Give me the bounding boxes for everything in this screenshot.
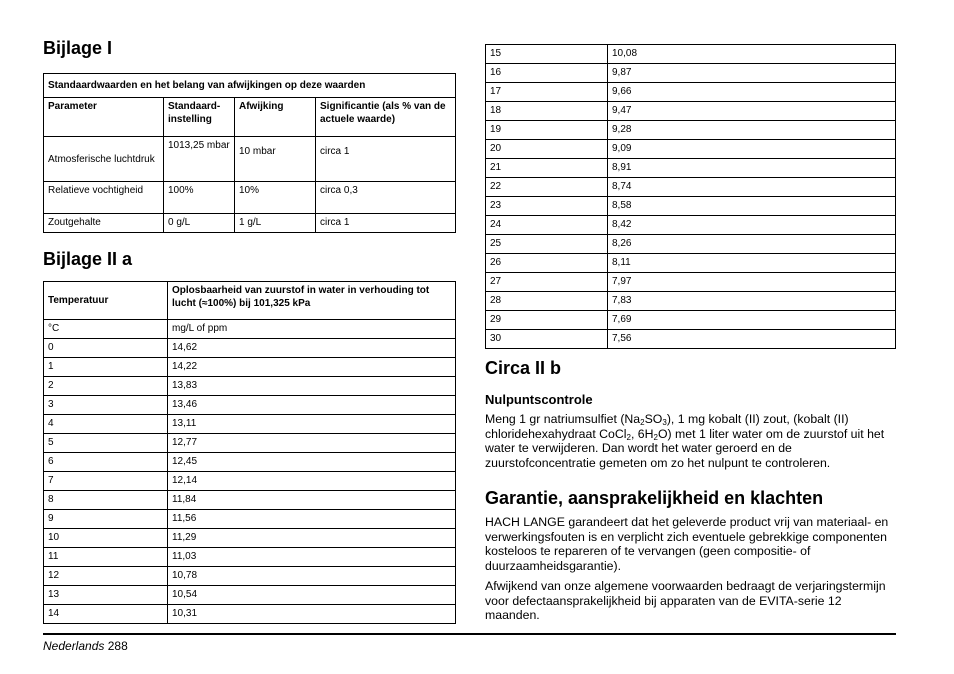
bijlage2a-body — [44, 339, 456, 624]
bijlage1-title: Bijlage I — [43, 38, 113, 58]
table-row — [44, 182, 456, 214]
table-row — [486, 159, 896, 178]
temperature-cell: 11 — [44, 548, 168, 567]
table-row — [44, 548, 456, 567]
circa2b-subtitle: Nulpuntscontrole — [485, 392, 593, 407]
table-row — [44, 453, 456, 472]
header-cell: Standaard-instelling — [164, 98, 235, 137]
solubility-cell: 7,56 — [608, 330, 896, 349]
table-row — [486, 102, 896, 121]
temperature-cell: 23 — [486, 197, 608, 216]
temperature-cell: 5 — [44, 434, 168, 453]
solubility-cell: 13,83 — [168, 377, 456, 396]
solubility-cell: 10,08 — [608, 45, 896, 64]
table-cell: 10% — [235, 182, 316, 214]
temperature-cell: 20 — [486, 140, 608, 159]
bijlage2a-units-row — [44, 320, 456, 339]
table-cell: 10 mbar — [235, 137, 316, 182]
solubility-cell: 7,97 — [608, 273, 896, 292]
table-row — [44, 586, 456, 605]
table-row — [44, 137, 456, 182]
temperature-cell: 12 — [44, 567, 168, 586]
header-cell: Parameter — [44, 98, 164, 137]
table-row — [44, 472, 456, 491]
bijlage1-header-row — [44, 98, 456, 137]
temperature-cell: 22 — [486, 178, 608, 197]
solubility-cell: 13,46 — [168, 396, 456, 415]
table-row — [44, 415, 456, 434]
table-row — [44, 567, 456, 586]
garantie-paragraph-2: Afwijkend van onze algemene voorwaarden bedraagt de verjaringstermijn voor defectaansprakelijkheid bij apparaten van de EVITA-serie 12 maanden. — [485, 579, 886, 622]
solubility-cell: 10,31 — [168, 605, 456, 624]
temperature-cell: 21 — [486, 159, 608, 178]
table-row — [44, 377, 456, 396]
temperature-cell: 19 — [486, 121, 608, 140]
table-row — [44, 510, 456, 529]
solubility-cell: 7,83 — [608, 292, 896, 311]
solubility-cell: 8,58 — [608, 197, 896, 216]
temperature-cell: 8 — [44, 491, 168, 510]
unit-cell: mg/L of ppm — [168, 320, 456, 339]
garantie-title: Garantie, aansprakelijkheid en klachten — [485, 488, 824, 508]
temperature-cell: 28 — [486, 292, 608, 311]
header-cell: Significantie (als % van de actuele waarde) — [316, 98, 456, 137]
table-row — [486, 140, 896, 159]
garantie-paragraph-1: HACH LANGE garandeert dat het geleverde product vrij van materiaal- en verwerkingsfouten is en verplicht zich eventuele gebrekkige componenten kosteloos te repareren of te vervangen (geen compositie- of duurzaamheidsgarantie). — [485, 515, 889, 573]
bijlage2a-header-row — [44, 282, 456, 320]
bijlage1-table — [43, 73, 456, 233]
temperature-cell: 13 — [44, 586, 168, 605]
temperature-cell: 15 — [486, 45, 608, 64]
table-cell: 100% — [164, 182, 235, 214]
solubility-cell: 8,42 — [608, 216, 896, 235]
solubility-cell: 8,11 — [608, 254, 896, 273]
subscript: 2 — [626, 432, 631, 442]
unit-cell: °C — [44, 320, 168, 339]
table-cell: circa 1 — [316, 137, 456, 182]
table-row — [486, 83, 896, 102]
table-row — [486, 330, 896, 349]
table-cell: 1 g/L — [235, 214, 316, 233]
text-fragment: Meng 1 gr natriumsulfiet (Na — [485, 412, 641, 426]
solubility-cell: 13,11 — [168, 415, 456, 434]
temperature-cell: 16 — [486, 64, 608, 83]
table-row — [486, 197, 896, 216]
table-row — [486, 273, 896, 292]
header-cell: Oplosbaarheid van zuurstof in water in verhouding tot lucht (≈100%) bij 101,325 kPa — [168, 282, 456, 320]
table-row — [486, 178, 896, 197]
solubility-cell: 10,78 — [168, 567, 456, 586]
subscript: 2 — [640, 418, 645, 427]
temperature-cell: 24 — [486, 216, 608, 235]
temperature-cell: 0 — [44, 339, 168, 358]
solubility-cell: 11,03 — [168, 548, 456, 567]
temperature-cell: 30 — [486, 330, 608, 349]
table-row — [486, 64, 896, 83]
bijlage2a-table-continued — [485, 44, 896, 349]
solubility-cell: 9,09 — [608, 140, 896, 159]
solubility-cell: 9,28 — [608, 121, 896, 140]
page-footer — [43, 639, 128, 653]
subscript: 3 — [662, 418, 667, 427]
table-cell: circa 1 — [316, 214, 456, 233]
header-cell: Afwijking — [235, 98, 316, 137]
table-row — [486, 121, 896, 140]
bijlage2a-title: Bijlage II a — [43, 249, 133, 269]
subscript: 2 — [653, 432, 658, 442]
table-row — [44, 434, 456, 453]
solubility-cell: 12,14 — [168, 472, 456, 491]
table-row — [44, 605, 456, 624]
table-cell: Zoutgehalte — [44, 214, 164, 233]
solubility-cell: 11,56 — [168, 510, 456, 529]
temperature-cell: 18 — [486, 102, 608, 121]
temperature-cell: 17 — [486, 83, 608, 102]
solubility-cell: 14,22 — [168, 358, 456, 377]
solubility-cell: 7,69 — [608, 311, 896, 330]
footer-rule — [43, 633, 896, 635]
text-fragment: ), 1 mg kobalt (II) zout, (kobalt (II) chloridehexahydraat CoCl — [485, 412, 849, 441]
table-row — [44, 358, 456, 377]
header-cell: Temperatuur — [44, 282, 168, 320]
temperature-cell: 10 — [44, 529, 168, 548]
temperature-cell: 14 — [44, 605, 168, 624]
table-cell: Relatieve vochtigheid — [44, 182, 164, 214]
temperature-cell: 26 — [486, 254, 608, 273]
table-row — [44, 396, 456, 415]
text-fragment: , 6H — [630, 426, 654, 441]
nulpunt-paragraph — [485, 412, 890, 470]
temperature-cell: 9 — [44, 510, 168, 529]
text-fragment: SO — [644, 412, 663, 426]
table-cell: Atmosferische luchtdruk — [44, 137, 164, 182]
solubility-cell: 14,62 — [168, 339, 456, 358]
table-row — [44, 339, 456, 358]
solubility-cell: 12,77 — [168, 434, 456, 453]
table-row — [44, 214, 456, 233]
table-row — [486, 45, 896, 64]
table-row — [486, 292, 896, 311]
solubility-cell: 9,66 — [608, 83, 896, 102]
table-row — [486, 311, 896, 330]
table-cell: 0 g/L — [164, 214, 235, 233]
footer-page-number: 288 — [107, 639, 128, 653]
text-fragment: O) met 1 liter water om de zuurstof uit het water te verwijderen. Dan wordt het water geroerd en de zuurstofconcentratie gemeten om zo het nulpunt te controleren. — [485, 426, 885, 470]
temperature-cell: 4 — [44, 415, 168, 434]
solubility-cell: 8,91 — [608, 159, 896, 178]
table-cell: 1013,25 mbar — [164, 137, 235, 182]
solubility-cell: 9,87 — [608, 64, 896, 83]
table-row — [486, 216, 896, 235]
table-cell: circa 0,3 — [316, 182, 456, 214]
temperature-cell: 1 — [44, 358, 168, 377]
temperature-cell: 6 — [44, 453, 168, 472]
solubility-cell: 12,45 — [168, 453, 456, 472]
footer-language: Nederlands — [43, 639, 105, 653]
table-row — [486, 254, 896, 273]
table-row — [44, 529, 456, 548]
table-row — [486, 235, 896, 254]
solubility-cell: 11,84 — [168, 491, 456, 510]
solubility-cell: 11,29 — [168, 529, 456, 548]
bijlage2a-table — [43, 281, 456, 624]
bijlage2a-continued-body — [486, 45, 896, 349]
table-row — [44, 491, 456, 510]
temperature-cell: 25 — [486, 235, 608, 254]
temperature-cell: 7 — [44, 472, 168, 491]
circa2b-title: Circa II b — [485, 358, 562, 378]
solubility-cell: 8,74 — [608, 178, 896, 197]
temperature-cell: 2 — [44, 377, 168, 396]
solubility-cell: 8,26 — [608, 235, 896, 254]
bijlage1-caption: Standaardwaarden en het belang van afwijkingen op deze waarden — [44, 74, 456, 98]
temperature-cell: 27 — [486, 273, 608, 292]
temperature-cell: 29 — [486, 311, 608, 330]
temperature-cell: 3 — [44, 396, 168, 415]
solubility-cell: 9,47 — [608, 102, 896, 121]
solubility-cell: 10,54 — [168, 586, 456, 605]
